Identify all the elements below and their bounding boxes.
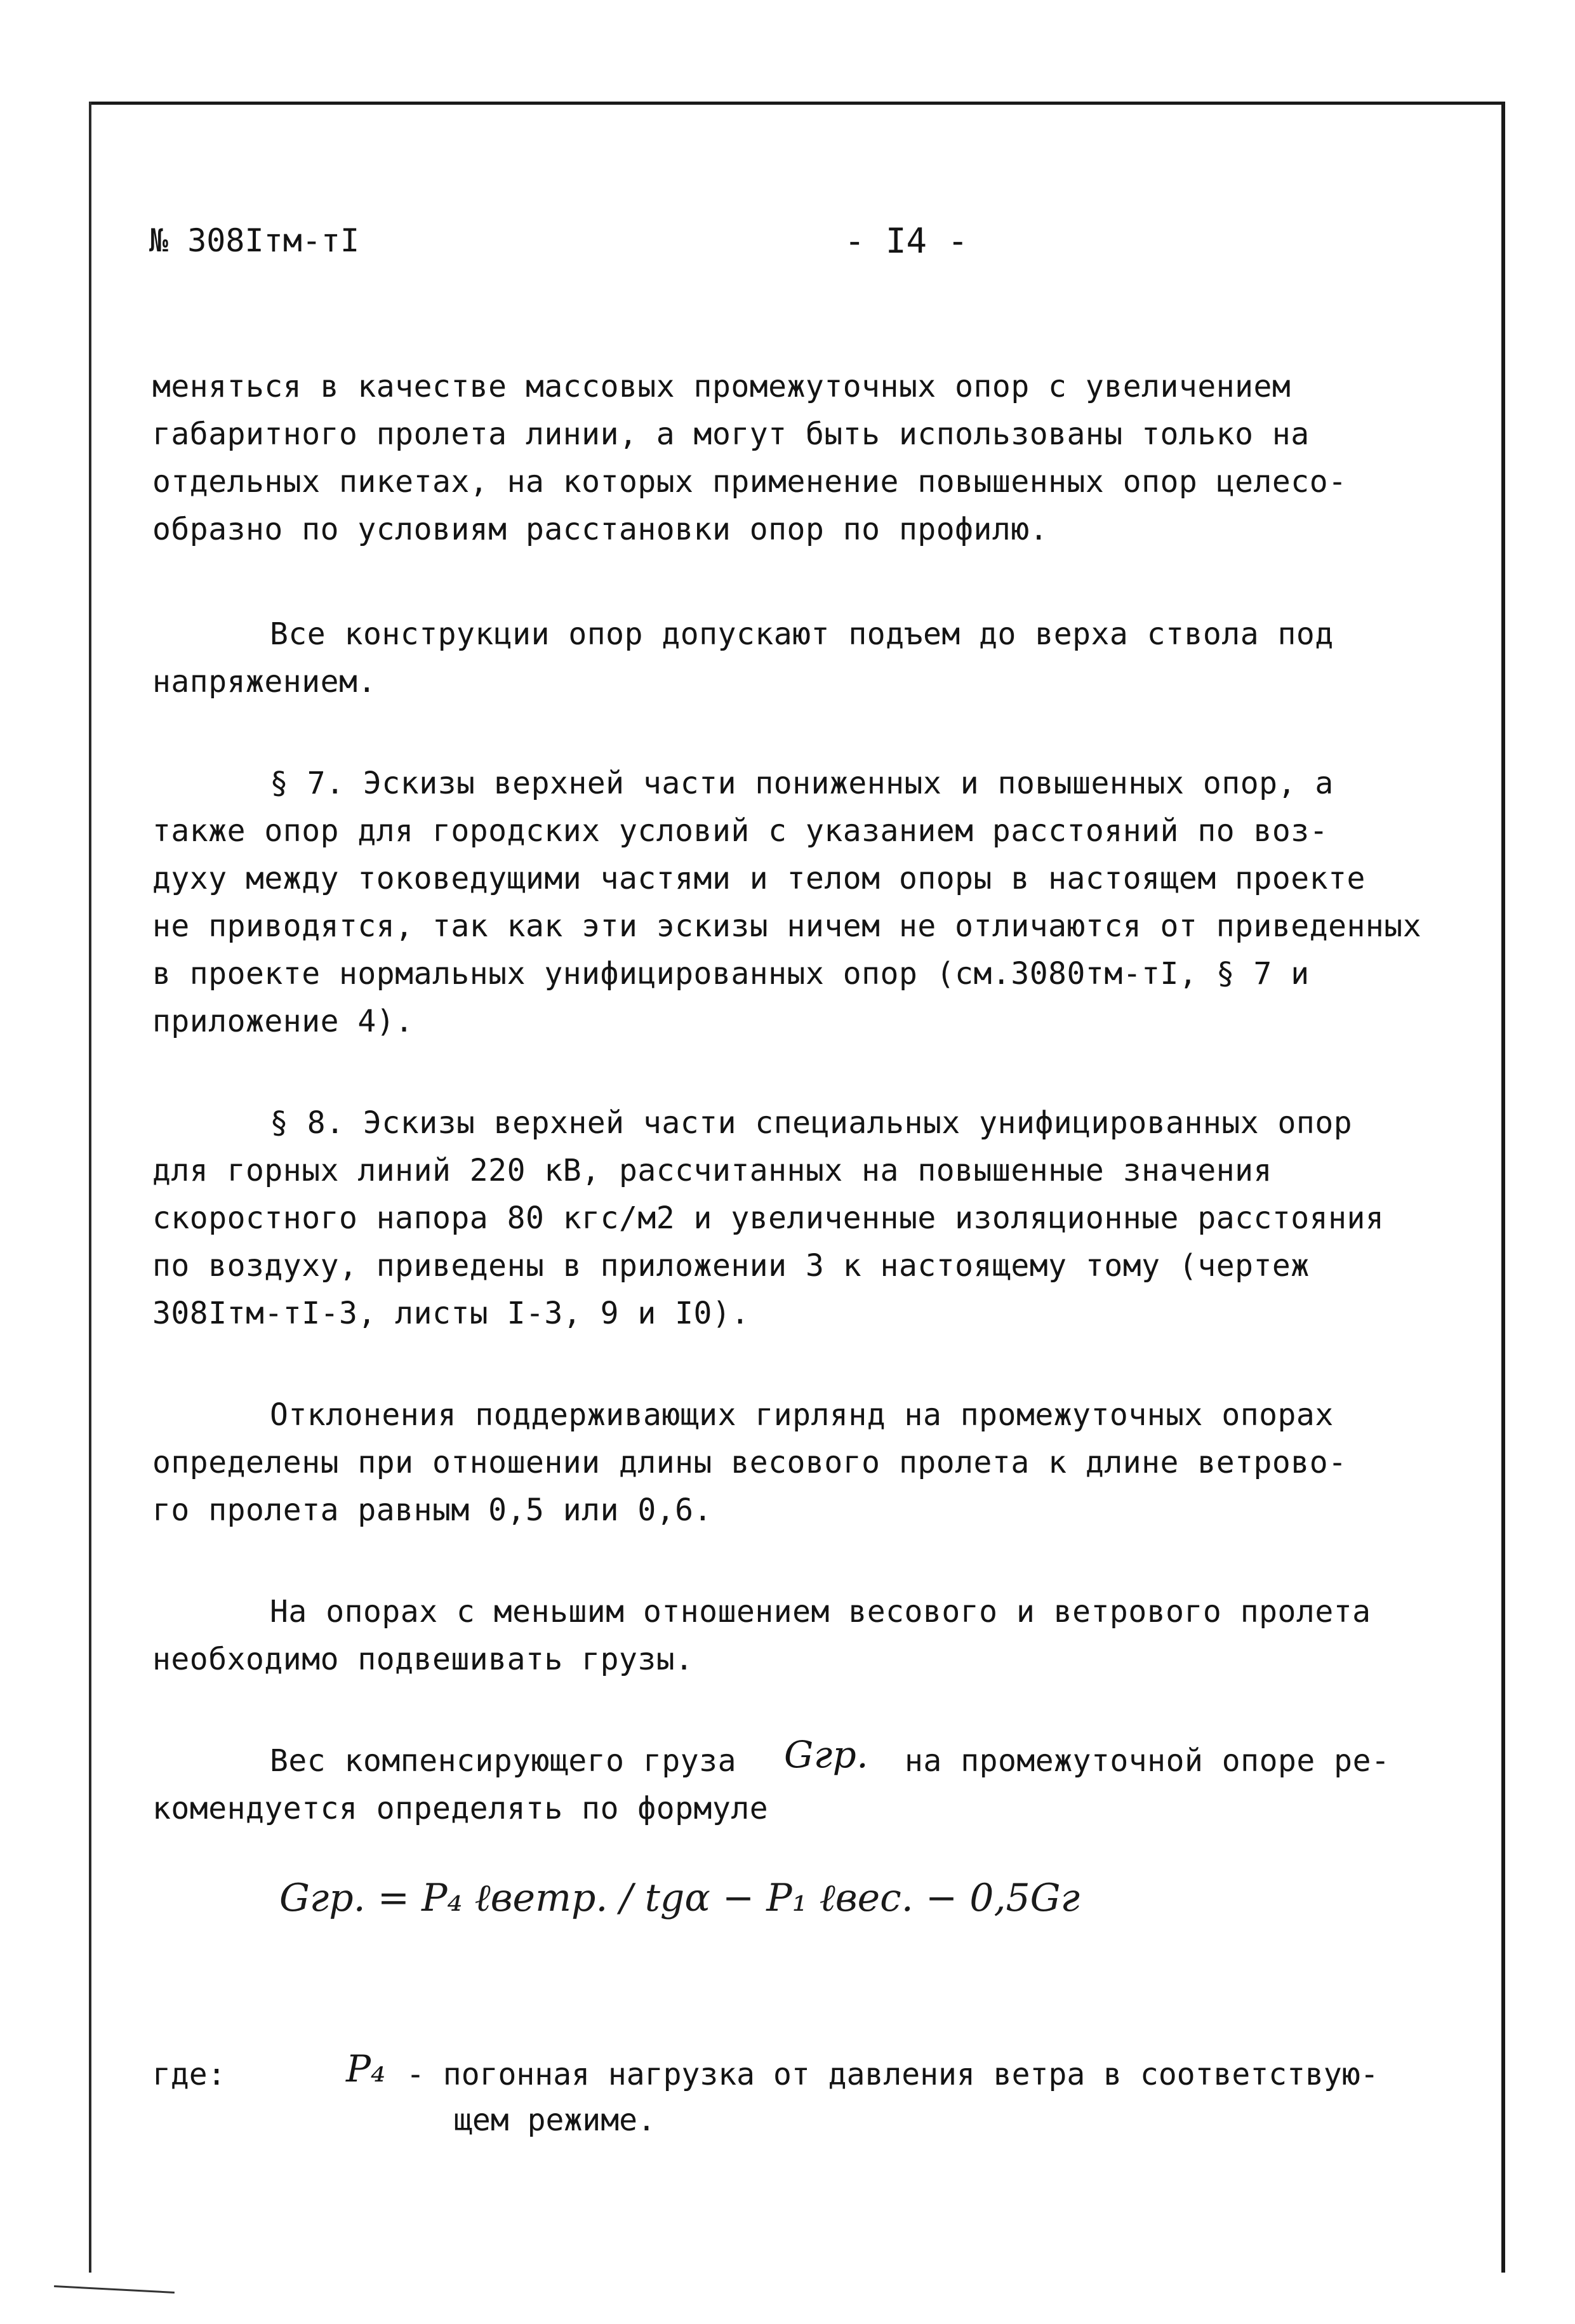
page-frame-top [89,102,1505,105]
body-line: 308Iтм-тI-3, листы I-3, 9 и I0). [152,1296,750,1331]
body-line: § 8. Эскизы верхней части специальных унифицированных опор [270,1105,1353,1141]
body-line: § 7. Эскизы верхней части пониженных и повышенных опор, а [270,766,1334,801]
where-definition: - погонная нагрузка от давления ветра в соответствую- [406,2057,1379,2092]
body-line: отдельных пикетах, на которых применение повышенных опор целесо- [152,464,1347,500]
body-line: скоростного напора 80 кгс/м2 и увеличенные изоляционные расстояния [152,1200,1385,1236]
body-line: для горных линий 220 кВ, рассчитанных на повышенные значения [152,1153,1272,1188]
formula: Gгр. = P₄ ℓветр. / tgα − P₁ ℓвес. − 0,5Gг [279,1876,1080,1920]
body-line: Отклонения поддерживающих гирлянд на промежуточных опорах [270,1397,1334,1433]
page-number: - I4 - [844,221,969,261]
where-definition-cont: щем режиме. [454,2102,656,2138]
body-line: необходимо подвешивать грузы. [152,1642,694,1677]
load-symbol: Gгр. [784,1733,869,1776]
body-line: напряжением. [152,664,376,700]
where-symbol: P₄ [346,2047,386,2090]
body-line: по воздуху, приведены в приложении 3 к настоящему тому (чертеж [152,1248,1310,1284]
page-frame-right [1501,102,1505,2273]
document-number: № 308Iтм-тI [149,222,360,259]
body-line: в проекте нормальных унифицированных опор (см.3080тм-тI, § 7 и [152,956,1310,992]
page-frame-left [89,102,91,2273]
body-line: образно по условиям расстановки опор по профилю. [152,512,1049,547]
body-line: На опорах с меньшим отношением весового и ветрового пролета [270,1594,1371,1630]
body-line: Все конструкции опор допускают подъем до верха ствола под [270,616,1334,652]
body-line: также опор для городских условий с указанием расстояний по воз- [152,813,1329,849]
body-line: не приводятся, так как эти эскизы ничем не отличаются от приведенных [152,908,1422,944]
body-line: го пролета равным 0,5 или 0,6. [152,1492,712,1528]
where-label: где: [152,2057,226,2092]
body-line: на промежуточной опоре ре- [905,1743,1390,1779]
body-line: приложение 4). [152,1004,414,1039]
scan-mark [54,2285,175,2294]
body-line: комендуется определять по формуле [152,1791,769,1826]
body-line: духу между токоведущими частями и телом опоры в настоящем проекте [152,861,1366,896]
body-line: габаритного пролета линии, а могут быть использованы только на [152,416,1310,452]
body-line: Вес компенсирующего груза [270,1743,736,1779]
body-line: определены при отношении длины весового пролета к длине ветрово- [152,1445,1347,1480]
body-line: меняться в качестве массовых промежуточных опор с увеличением [152,369,1291,404]
